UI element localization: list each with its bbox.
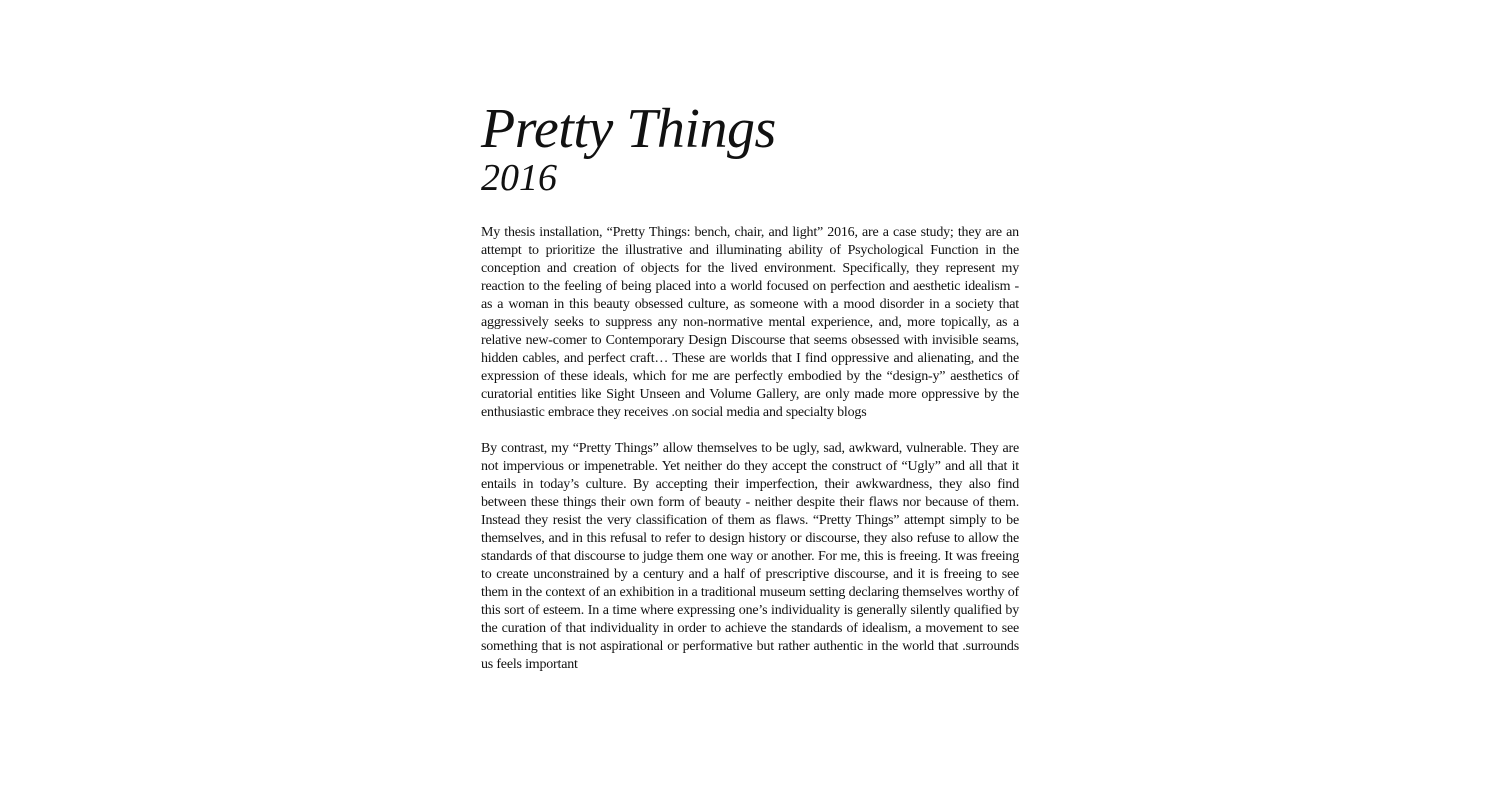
document-page (481, 100, 1019, 674)
page-year: 2016 (481, 157, 557, 199)
paragraph-1: My thesis installation, “Pretty Things: bench, chair, and light” 2016, are a case study; they are an attempt to prioritize the illustrative and illuminating ability of Psychological Function in the conception and creation of objects for the lived environment. Specifically, they represent my reaction to the feeling of being placed into a world focused on perfection and aesthetic idealism - as a woman in this beauty obsessed culture, as someone with a mood disorder in a society that aggressively seeks to suppress any non-normative mental experience, and, more topically, as a relative new-comer to Contemporary Design Discourse that seems obsessed with invisible seams, hidden cables, and perfect craft… These are worlds that I find oppressive and alienating, and the expression of these ideals, which for me are perfectly embodied by the “design-y” aesthetics of curatorial entities like Sight Unseen and Volume Gallery, are only made more oppressive by the enthusiastic embrace they receives .on social media and specialty blogs (481, 225, 1019, 420)
body-text (481, 224, 1019, 674)
paragraph-2: By contrast, my “Pretty Things” allow themselves to be ugly, sad, awkward, vulnerable. They are not impervious or impenetrable. Yet neither do they accept the construct of “Ugly” and all that it entails in today’s culture. By accepting their imperfection, their awkwardness, they also find between these things their own form of beauty - neither despite their flaws nor because of them. Instead they resist the very classification of them as flaws. “Pretty Things” attempt simply to be themselves, and in this refusal to refer to design history or discourse, they also refuse to allow the standards of that discourse to judge them one way or another. For me, this is freeing. It was freeing to create unconstrained by a century and a half of prescriptive discourse, and it is freeing to see them in the context of an exhibition in a traditional museum setting declaring themselves worthy of this sort of esteem. In a time where expressing one’s individuality is generally silently qualified by the curation of that individuality in order to achieve the standards of idealism, a movement to see something that is not aspirational or performative but rather authentic in the world that .surrounds us feels important (481, 441, 1019, 672)
page-title: Pretty Things (481, 98, 776, 160)
